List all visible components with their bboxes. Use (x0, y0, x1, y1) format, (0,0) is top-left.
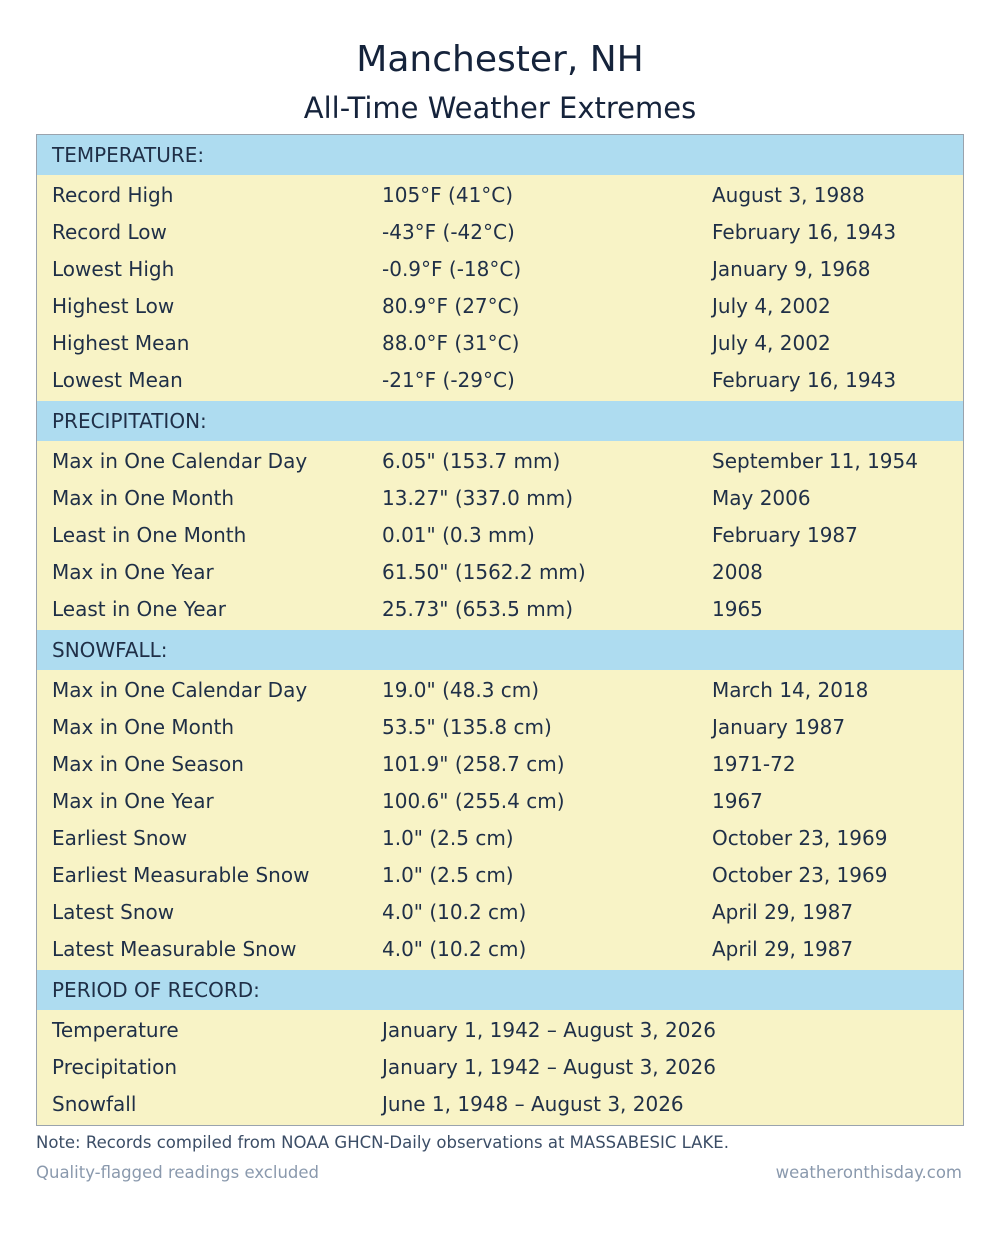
table-row (37, 517, 963, 554)
record-date: September 11, 1954 (712, 449, 918, 473)
record-label: Highest Mean (52, 331, 190, 355)
record-period: January 1, 1942 – August 3, 2026 (382, 1018, 716, 1042)
page-subtitle: All-Time Weather Extremes (303, 91, 697, 125)
qc-note: Quality-flagged readings excluded (36, 1163, 320, 1182)
record-label: Snowfall (52, 1092, 137, 1116)
record-label: Record High (52, 183, 174, 207)
section-precipitation (37, 401, 963, 630)
record-date: July 4, 2002 (712, 331, 831, 355)
record-label: Least in One Month (52, 523, 247, 547)
record-date: January 9, 1968 (712, 257, 871, 281)
table-row (37, 857, 963, 894)
record-value: 101.9" (258.7 cm) (382, 752, 565, 776)
record-label: Earliest Measurable Snow (52, 863, 310, 887)
record-label: Temperature (52, 1018, 179, 1042)
record-value: 0.01" (0.3 mm) (382, 523, 535, 547)
table-row (37, 591, 963, 628)
page-title: Manchester, NH (356, 39, 644, 80)
table-row (37, 1012, 963, 1049)
table-row (37, 1049, 963, 1086)
record-label: Max in One Year (52, 789, 214, 813)
record-date: January 1987 (712, 715, 846, 739)
table-row (37, 783, 963, 820)
record-date: 1965 (712, 597, 763, 621)
table-row (37, 362, 963, 399)
table-row (37, 251, 963, 288)
record-label: Lowest Mean (52, 368, 183, 392)
table-row (37, 894, 963, 931)
table-row (37, 709, 963, 746)
record-label: Max in One Calendar Day (52, 449, 308, 473)
record-date: February 16, 1943 (712, 368, 897, 392)
record-label: Least in One Year (52, 597, 226, 621)
table-row (37, 214, 963, 251)
table-row (37, 288, 963, 325)
record-date: April 29, 1987 (712, 900, 854, 924)
record-value: 80.9°F (27°C) (382, 294, 520, 318)
record-value: 19.0" (48.3 cm) (382, 678, 540, 702)
record-label: Max in One Month (52, 486, 235, 510)
record-label: Lowest High (52, 257, 175, 281)
record-value: 25.73" (653.5 mm) (382, 597, 573, 621)
table-row (37, 1086, 963, 1123)
record-date: May 2006 (712, 486, 811, 510)
record-label: Highest Low (52, 294, 175, 318)
record-label: Record Low (52, 220, 167, 244)
record-date: February 16, 1943 (712, 220, 897, 244)
record-period: June 1, 1948 – August 3, 2026 (382, 1092, 684, 1116)
record-value: 100.6" (255.4 cm) (382, 789, 565, 813)
table-row (37, 746, 963, 783)
record-period: January 1, 1942 – August 3, 2026 (382, 1055, 716, 1079)
record-date: October 23, 1969 (712, 826, 888, 850)
record-value: 105°F (41°C) (382, 183, 514, 207)
record-value: -43°F (-42°C) (382, 220, 515, 244)
section-header: SNOWFALL: (37, 630, 963, 670)
record-label: Latest Snow (52, 900, 175, 924)
record-date: October 23, 1969 (712, 863, 888, 887)
table-row (37, 443, 963, 480)
record-value: 88.0°F (31°C) (382, 331, 520, 355)
record-label: Precipitation (52, 1055, 178, 1079)
source-note: Note: Records compiled from NOAA GHCN-Daily observations at MASSABESIC LAKE. (36, 1133, 729, 1152)
record-date: August 3, 1988 (712, 183, 865, 207)
record-date: February 1987 (712, 523, 858, 547)
record-label: Max in One Year (52, 560, 214, 584)
record-date: April 29, 1987 (712, 937, 854, 961)
site-credit: weatheronthisday.com (775, 1163, 962, 1182)
extremes-table (36, 134, 964, 1126)
section-period-of-record (37, 970, 963, 1125)
record-value: 1.0" (2.5 cm) (382, 826, 514, 850)
table-row (37, 931, 963, 968)
record-label: Latest Measurable Snow (52, 937, 297, 961)
table-row (37, 820, 963, 857)
section-header: PRECIPITATION: (37, 401, 963, 441)
record-date: 1971-72 (712, 752, 796, 776)
section-header: PERIOD OF RECORD: (37, 970, 963, 1010)
record-date: July 4, 2002 (712, 294, 831, 318)
record-value: -21°F (-29°C) (382, 368, 515, 392)
table-row (37, 177, 963, 214)
record-label: Max in One Month (52, 715, 235, 739)
table-row (37, 554, 963, 591)
record-value: 6.05" (153.7 mm) (382, 449, 561, 473)
record-date: 1967 (712, 789, 763, 813)
table-row (37, 325, 963, 362)
record-label: Max in One Calendar Day (52, 678, 308, 702)
record-date: 2008 (712, 560, 763, 584)
section-temperature (37, 135, 963, 401)
record-value: 1.0" (2.5 cm) (382, 863, 514, 887)
record-value: -0.9°F (-18°C) (382, 257, 522, 281)
record-label: Max in One Season (52, 752, 244, 776)
record-value: 61.50" (1562.2 mm) (382, 560, 586, 584)
table-row (37, 672, 963, 709)
record-value: 53.5" (135.8 cm) (382, 715, 552, 739)
record-label: Earliest Snow (52, 826, 188, 850)
table-row (37, 480, 963, 517)
section-header: TEMPERATURE: (37, 135, 963, 175)
record-date: March 14, 2018 (712, 678, 869, 702)
section-snowfall (37, 630, 963, 970)
record-value: 4.0" (10.2 cm) (382, 937, 527, 961)
record-value: 13.27" (337.0 mm) (382, 486, 573, 510)
record-value: 4.0" (10.2 cm) (382, 900, 527, 924)
